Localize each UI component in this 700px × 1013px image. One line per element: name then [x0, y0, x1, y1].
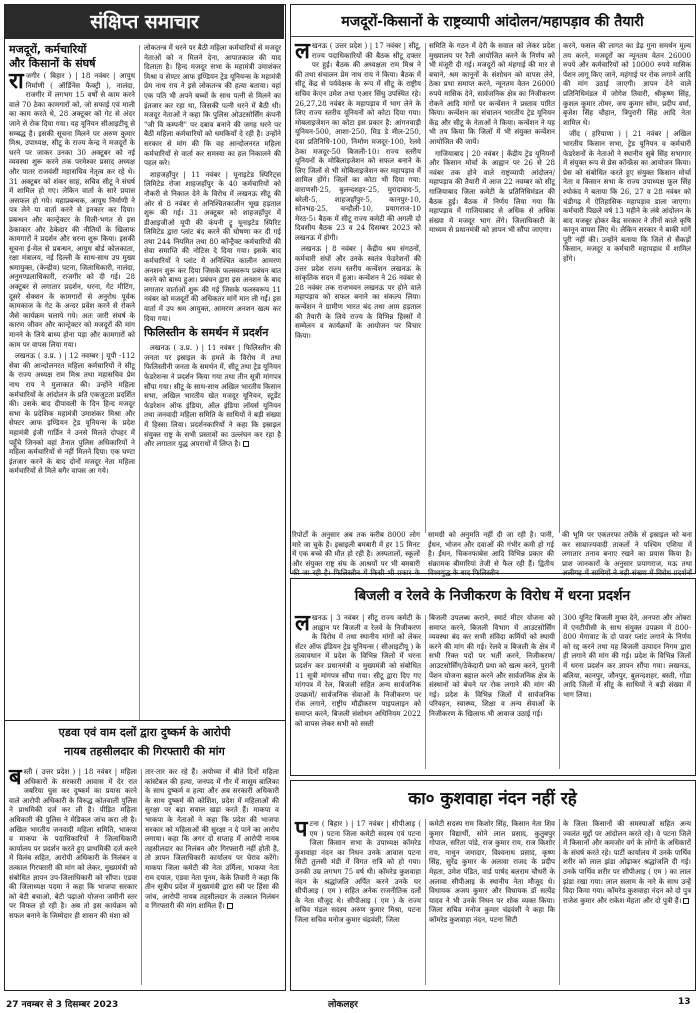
privatisation-headline: बिजली व रेलवे के निजीकरण के विरोध में धरना प्रदर्शन	[291, 581, 694, 611]
lead-col-3: करने, फसल की लागत का डेढ़ गुना समर्थन मूल्य तय करने, मजदूरों का न्यूनतम वेतन 26000 रुपये और कर्मचारियों को 10000 रुपये मासिक पेंशन लागू किए जाने, महंगाई पर रोक लगाने आदि की मांग उठाई जाएगी। ज्ञापन देने वाले प्रतिनिधिमंडल में जोगेश तिवारी, श्रीकृष्ण सिंह, कुशल कुमार तोमर, जय कुमार सोम, प्रदीप वर्मा, बृजेश सिंह चौहान, त्रिपुरारी सिंह आदि नेता शामिल थे। जींद ( हरियाणा ) | 21 नवंबर | अखिल भारतीय किसान सभा, ट्रेड यूनियन व कर्मचारी फेडरेशनों के नेताओं ने स्थानीय सुबे सिंह सभागार में संयुक्त रूप से प्रेस कॉन्फ्रेंस का आयोजन किया। प्रेस को संबोधित करते हुए संयुक्त किसान मोर्चा नेता व किसान सभा के राज्य उपाध्यक्ष फूल सिंह श्योकंद ने बताया कि 26, 27 व 28 नवंबर को चंडीगढ़ में ऐतिहासिक महापड़ाव डाला जाएगा। कर्मचारी पिछले वर्ष 13 महीने के लंबे आंदोलन के बाद मजबूर होकर केंद्र सरकार ने तीनों काले कृषि कानून वापस लिए थे। लेकिन सरकार ने बाकी मांगें पूरी नहीं की। उन्होंने बताया कि जिले से सैकड़ों किसान, मजदूर व कर्मचारी महापड़ाव में शामिल होंगे।	[563, 41, 691, 264]
aidwa-col-2: तार-तार कर रहे हैं। अयोध्या में बीते दिनों महिला कांस्टेबल की हत्या, जनपद में गौर में मासूम बालिका के साथ दुष्कर्म व हत्या और अब सरकारी अधिकारी के साथ दुष्कर्म की कोशिश, प्रदेश में महिलाओं की सुरक्षा पर बड़ा सवाल खड़ा करते हैं। माकपा व भाकपा के नेताओं ने कहा कि प्रदेश की भाजपा सरकार को महिलाओं की सुरक्षा न दे पाने का आरोप लगाया। कहा कि अगर दो सप्ताह में आरोपी नायब तहसीलदार का निलंबन और गिरफ्तारी नहीं होती है, तो ज्ञापन जिलाधिकारी कार्यालय पर घेराव करेंगे। माकपा जिला कमेटी की नेता उर्मिला, भाकपा नेता राम दयाल, एडवा नेता पूनम, केके तिवारी ने कहा कि तीन सूत्रीय प्रदेश में मुख्यमंत्री द्वारा स्त्री पर हिंसा की जांच, आरोपी नायब तहसीलदार के तत्काल निलंबन व गिरफ्तारी की मांग शामिल हैं।	[145, 767, 279, 911]
aidwa-tahsildar-story	[4, 720, 286, 991]
sub-headline: फिलिस्तीन के समर्थन में प्रदर्शन	[144, 326, 269, 340]
aidwa-col-1: बस्ती ( उत्तर प्रदेश ) | 18 नवंबर | महिला अधिकारों के सरकारी आवास में देर रात जबरिया घुस कर दुष्कर्म का प्रयास करने वाले आरोपी अधिकारी के विरुद्ध कोतवाली पुलिस ने प्राथमिकी दर्ज कर ली है। पीड़ित महिला अधिकारी की पुलिस ने मेडिकल जांच करा ली है। अखिल भारतीय जनवादी महिला समिति, भाकपा व माकपा के पदाधिकारियों ने जिलाधिकारी कार्यालय पर प्रदर्शन करते हुए प्राथमिकी दर्ज करने में विलंब सहित, आरोपी अधिकारी के निलंबन व तत्काल गिरफ्तारी की मांग को लेकर, मुख्यमंत्री को संबोधित ज्ञापन उप-जिलाधिकारी को सौंपा। एडवा की जिलाध्यक्ष पदमा ने कहा कि भाजपा सरकार को बेटी बचाओ, बेटी पढ़ाओ योजना जमीनी स्तर पर विफल हो रही है। अब तो इस कार्यक्रम को सफल बनाने के जिम्मेदार ही शासन की मंशा को	[9, 765, 137, 920]
obituary-headline: का० कुशवाहा नंदन नहीं रहे	[291, 785, 694, 813]
privatisation-story	[290, 578, 696, 776]
lead-continued-left: रिपोर्टों के अनुसार अब तक करीब 8000 लोग मारे जा चुके हैं। इस्राइली बमबारी में हर 15 मिनट में एक बच्चे की मौत हो रही है। अस्पतालों, स्कूलों और संयुक्त राष्ट्र संघ के आश्रयों पर भी बमबारी की जा रही है। फिलिस्तीन में किसी भी प्रकार के	[292, 530, 420, 578]
article-body-3: लोकतन्त्र में धरने पर बैठी महिला कर्मचारियों से मजदूर नेताओं को न मिलने देना, आपातकाल की याद दिलाता है। हिन्द मजदूर सभा के महामंत्री उमाशंकर मिश्रा व सेण्टर आफ इण्डियन ट्रेड यूनियन्स के महामंत्री प्रेम नाथ राय ने इसे लोकतन्त्र की हत्या बताया। वहां एक पति भी अपने बच्चों के साथ पत्नी से मिलने का इंतजार कर रहा था, जिसकी पत्नी धरने में बैठी थी। मजदूर नेताओं ने कहा कि पुलिस ओउटसोर्सिंग कंपनी "जी वि कम्पनी" पर दबाव बनाने की जगह धरने पर बैठी महिला कर्मचारियों को धमकियाँ दे रही है। उन्होंने सरकार से मांग की कि वह आन्दोलनरत महिला कर्मचारियों से वार्ता कर समस्या का हल निकालने की पहल करे।	[144, 43, 281, 168]
article-body-4: शाहजहाँपुर | 11 नवंबर | यूनाइटेड स्पिरिट्स लिमिटेड रोजा शाहजहाँपुर के 40 कर्मचारियों को नौकरी से निकाल देने के विरोध में लखनऊ सीटू की ओर से 8 नवंबर से अनिश्चितकालीन भूख हड़ताल शुरू की गई। 31 अक्टूबर को शाहजहाँपुर में डीआइजीओ यूपी की कंपनी ट्रू यूनाइटेड स्पिरिट लिमिटेड द्वारा प्लांट बंद करने की घोषणा कर दी गई तथा 244 नियमित तथा 80 कॉन्ट्रैक्ट कर्मचारियों की सेवा समाप्ति की नोटिस दे दिया गया। इसके बाद कर्मचारियों ने प्लांट में अनिश्चित कालीन आमरण अनशन शुरू कर दिया जिसके फलस्वरूप प्रबंधन बात करने को बाध्य हुआ। प्रबंधन द्वारा इस अनशन के बाद लगातार वार्ताओं शुरू की गई जिसके फलस्वरूप 11 नवंबर को मजदूरों की अधिकतर मांगें मान ली गईं। इस वार्ता में उप श्रम आयुक्त, आमरण अनशन खत्म कर दिया गया।	[144, 169, 281, 323]
dropcap: ब	[9, 765, 22, 790]
article-body: जगीर ( बिहार ) | 18 नवंबर | आयुध निर्माणी ( ऑर्डिनेंस फैक्ट्री ), नालंदा, राजगीर में लगभग 15 वर्षों से काम करने वाले 70 ठेका कामगारों को, जो सफाई एवं माली का काम करते थे, 28 अक्टूबर को गेट से अंदर जाने से रोक दिया गया। यह यूनियन सीआइटीयू से सम्बद्ध है। इसकी सूचना मिलने पर अरुण कुमार मिश्र, उपाध्यक्ष, सीटू के राज्य केन्द्र ने मजदूरों के धरने पर जाकर उनका 30 अक्टूबर को नई व्यवस्था शुरू करने तक परमेश्वर प्रसाद अध्यक्ष और पातर राजवंशी महासचिव नेतृत्व कर रहे थे। 31 अक्टूबर को शंकर साह, सचिव सीटू ने संघर्ष में शामिल हो गए। लेकिन वार्ता के सारे प्रयास असफल हो गये। महाप्रबन्धक, आयुध निर्माणी ने पत्र लेने या वार्ता करने से इनकार कर दिया। प्रबन्धन और कान्ट्रेक्टर के मिली-भगत से इस ठेकाकार और ठेकेदार की नीतियों के खिलाफ कामगारों ने प्रदर्शन और धरना शुरू किया। इसकी सूचना ई-मेल से प्रबन्धन, आयुध बोर्ड कोलकाता, रक्षा मंत्रालय, नई दिल्ली के साथ-साथ उप मुख्य श्रमायुक्त, (केन्द्रीय) पटना, जिलाधिकारी, नालंदा, अनुमण्डलाधिकारी, राजगीर को दी गई। 28 अक्टूबर से लगातार प्रदर्शन, धरना, गेट मीटिंग, दूसरे सेक्शन के कामगारों से अनुरोध पूर्वक कामकाज के गेट के अन्दर प्रवेश करने से रोकने जैसे कार्यक्रम चलाये गये। अतः जारी संघर्ष के कारण जीवन और कान्ट्रेक्टर को मजदूरों की मांग मानने के लिये बाध्य होना पड़ा और कामगारों को काम पर वापस लिया गया।	[9, 71, 135, 349]
article-body-5: लखनऊ ( उ.प्र. ) | 11 नवंबर | फिलिस्तीन की जनता पर इस्राइल के हमले के विरोध में तथा फिलिस्तीनी जनता के समर्थन में, सीटू तथा ट्रेड यूनियन फेडरेशन्स ने प्रदर्शन किया गया तथा तीन सूत्री मांगपत्र सौंपा गया। सीटू के साथ-साथ अखिल भारतीय किसान सभा, अखिल भारतीय खेत मजदूर यूनियन, स्टूडेंट फेडरेशन ऑफ इंडिया, ऑल इंडिया लॉयर्स यूनियन तथा जनवादी महिला समिति के साथियों ने बड़ी संख्या में हिस्सा लिया। प्रदर्शनकारियों ने कहा कि इस्राइल संयुक्त राष्ट्र के सभी प्रस्तावों का उल्लंघन कर रहा है और लगातार युद्ध अपराधों में लिप्त है।	[144, 343, 281, 449]
lead-continued-mid: सामग्री को अनुमति नहीं दी जा रही है। पानी, ईंधन, भोजन और दवाओं की गंभीर कमी हो गई है। ईंधन, चिकनफाबेस आदि विभिन्न प्रकार की संक्रामक बीमारियां तेजी से फैल रही हैं। द्वितीय विश्वयुद्ध के बाद फिलिस्तीन	[428, 530, 554, 578]
dropcap: प	[295, 817, 308, 842]
page-footer	[0, 995, 700, 1013]
issue-date: 27 नवम्बर से 3 दिसम्बर 2023	[6, 1000, 119, 1010]
dropcap: ल	[295, 39, 310, 64]
article-body-2: लखनऊ ( उ.प्र. ) | 12 नवम्बर | यूपी -112 सेवा की आन्दोलनरत महिला कर्मचारियों ने सीटू के राज्य अध्यक्ष राम मिश्र तथा महासचिव प्रेम नाथ राय ने मुलाकात की। उन्होंने महिला कर्मचारियों के आंदोलन के प्रति एकजुटता प्रदर्शित की। उसके बाद दीपावली के दिन हिन्द मजदूर सभा के प्रदेशिक महामंत्री उमाशंकर मिश्रा और सेफ्टर आफ इण्डियन ट्रेड यूनियन्स के प्रदेश महामंत्री इंजी गार्डिन ने उनसे मिलते दोपहर में पहुँचे जिनको वहां तैनात पुलिस अधिकारियों ने महिला कर्मचारियों से नहीं मिलने दिया। एक घण्टा इंतजार करने के बाद दोनों मजदूर नेता महिला कर्मचारियों से मिले बगैर वापस आ गये।	[9, 351, 135, 476]
lead-headline: मजदूरों-किसानों के राष्ट्रव्यापी आंदोलन/महापड़ाव की तैयारी	[291, 7, 694, 37]
privatisation-col-3: 300 यूनिट बिजली मुफ्त देने, अनपरा और ओबरा में एनटीपीसी के साथ संयुक्त उपक्रम में 800-800 मेगावाट के दो पावर प्लांट लगाने के निर्णय को रद्द करने तथा यह बिजली उत्पादन निगम द्वारा ही लगाने की मांग की गई। प्रदेश के विभिन्न जिलों में धरना प्रदर्शन कर ज्ञापन सौंपा गया। लखनऊ, बलिया, कानपुर, जौनपुर, बुलन्दशहर, बस्ती, गोंडा आदि जिलों में सीटू के साथियों ने बड़ी संख्या में भाग लिया।	[563, 613, 691, 699]
aidwa-headline: एडवा एवं वाम दलों द्वारा दुष्कर्म के आरोपी नायब तहसीलदार की गिरफ्तारी की मांग	[5, 723, 284, 763]
obituary-story	[290, 780, 696, 991]
sidebar-title: संक्षिप्त समाचार	[5, 5, 284, 39]
lead-col-2: समिति के गठन में देरी के सवाल को लेकर प्रदेश मुख्यालय पर रैली आयोजित करने के निर्णय को भी मंजूरी दी गई। मजदूरों को मंहगाई की मार से बचाने, श्रम कानूनों के संशोधन को वापस लेने, ठेका प्रथा समाप्त करने, न्यूनतम वेतन 26000 रुपये मासिक देने, सार्वजनिक क्षेत्र का निजीकरण रोकने आदि मांगों पर कन्वेंशन ने प्रस्ताव पारित किया। कन्वेंशन का संचालन भारतीय ट्रेड यूनियन केंद्र और सीटू के नेताओं ने किया। कन्वेंशन ने यह भी तय किया कि जिलों में भी संयुक्त कन्वेंशन आयोजित की जायें। गाजियाबाद | 20 नवंबर | केंद्रीय ट्रेड यूनियनों और किसान मोर्चा के आह्वान पर 26 से 28 नवंबर तक होने वाले राष्ट्रव्यापी आंदोलन/महापड़ाव की तैयारी में आज 22 नवम्बर को सीटू गाजियाबाद जिला कमेटी के प्रतिनिधिमंडल की बैठक हुई। बैठक में निर्णय लिया गया कि महापड़ाव में गाजियाबाद से अधिक से अधिक संख्या में मजदूर भाग लेंगे। जिलाधिकारी के माध्यम से प्रधानमंत्री को ज्ञापन भी सौंपा जाएगा।	[429, 41, 555, 235]
end-mark-icon	[243, 441, 249, 447]
end-mark-icon	[227, 903, 233, 909]
article-headline: मजदूरों, कर्मचारियों और किसानों के संघर्ष	[9, 43, 96, 70]
obituary-col-2: कमेटी सदस्य राम किशोर सिंह, किसान नेता शिव कुमार विद्यार्थी, सोने लाल प्रसाद, कुतुबपुर गोपाल, सरिता पांडे, राज कुमार राय, राज किशोर राय, नाथुन जमादार, विश्वनाथ प्रसाद, कृष्ण सिंह, सुरेंद्र कुमार के अलावा राजद के प्रदीप मेहता, उमेश पंडित, वार्ड पार्षद बलराम चौधरी के अलावा सीपीआइ के स्थानीय नेता मौजूद थे। विधायक अजय कुमार और विधायक डॉ सत्येंद्र यादव ने भी उनके निधन पर शोक व्यक्त किया। जिला सचिव मनोज कुमार चंद्रवंशी ने कहा कि कॉमरेड कुशवाहा नंदन, पटना सिटी	[429, 819, 555, 924]
dropcap: रा	[9, 69, 24, 94]
lead-story	[290, 4, 696, 578]
dropcap: ल	[295, 611, 310, 636]
lead-continued-right: की भूमि पर एकतरफा तरीके से इस्राइल को बना कर साम्राज्यवादी ताकतों ने पश्चिम एशिया में लगातार तनाव बनाए रखने का प्रयास किया है। प्राश जानकारों के अनुसार प्रयागराज, मऊ तथा अलीगढ़ में साथियों ने बड़ी संख्या में विरोध प्रदर्शनों	[562, 530, 692, 578]
obituary-col-3: के जिला किसानों की समस्याओं सहित अन्य ज्वलंत मुद्दों पर आंदोलन करते रहे। वे पटना जिले में किसानों और कमजोर वर्ग के लोगों के अधिकारों के संघर्ष करते रहे। पार्टी कार्यालय में उनके पार्थिव शरीर को लाल झंडा ओढ़ाकर श्रद्धांजलि दी गई। उनके पार्थिव शरीर पर सीपीआइ ( एम ) का लाल झंडा रखा गया। लाल सलाम के नारे के साथ उन्हें विदा किया गया। कॉमरेड कुशवाहा नंदन को दो पुत्र राजेश कुमार और राकेश मेहता और दो पुत्री हैं।	[563, 819, 691, 905]
obituary-col-1: पटना ( बिहार ) | 17 नवंबर | सीपीआइ ( एम ) पटना जिला कमेटी सदस्य एवं पटना जिला किसान सभा के उपाध्यक्ष कॉमरेड कुशवाहा नंदन का निधन उनके आवास पटना सिटी तुलसी मंडी में विगत रात्रि को हो गया। उनकी उम्र लगभग 75 वर्ष थी। कॉमरेड कुशवाहा नंदन के श्रद्धांजलि अर्पित करने उनके घर सीपीआइ ( एम ) सहित अनेक राजनीतिक दलों के नेता मौजूद थे। सीपीआइ ( एम ) के राज्य सचिव मंडल सदस्य अरुण कुमार मिश्रा, पटना जिला सचिव मनोज कुमार चंद्रवंशी, जिला	[295, 817, 421, 924]
page-number: 13	[678, 997, 691, 1007]
end-mark-icon	[683, 898, 689, 904]
newspaper-name: लोकलहर	[328, 1000, 358, 1010]
lead-col-1: लखनऊ ( उत्तर प्रदेश ) | 17 नवंबर | सीटू, राज्य पदाधिकारियों की बैठक सीटू दफ्तर पर हुई। बैठक की अध्यक्षता राम मिश्र ने की तथा संचालन प्रेम नाथ राय ने किया। बैठक में सीटू केंद्र से पर्यवेक्षक के रूप में सीटू के राष्ट्रीय सचिव केएन उमेश तथा एआर सिंधु उपस्थित रहे। 26,27,28 नवंबर के महापड़ाव में भाग लेने के लिए राज्य स्तरीय यूनियनों को कोटा दिया गया। मोबलाइजेशन का कोटा इस प्रकार है: आंगनवाड़ी यूनियन-500, आशा-250, मिड डे मील-250, दवा प्रतिनिधि-100, निर्माण मजदूर-100, रेलवे ठेका मजदूर-50 बिजली-10। राज्य स्तरीय यूनियनों के मोबिलाइजेशन को सफल बनाने के लिए जिलों से भी मोबिलाइजेशन कर महापड़ाव में शामिल होंगे। जिलों का कोटा भी दिया गया: वाराणसी-25, बुलन्दशहर-25, मुरादाबाद-5, बरेली-5, शाहजहाँपुर-5, कानपुर-10, सोनभद्र-25, चन्दौली-10, प्रयागराज-10 मेरठ-5। बैठक में सीटू राज्य कमेटी की अगली दो दिवसीय बैठक 23 व 24 दिसम्बर 2023 को लखनऊ में होगी। लखनऊ | 8 नवंबर | केंद्रीय श्रम संगठनों, कर्मचारी संघों और उनके स्वतंत्र फेडरेशनों की उत्तर प्रदेश राज्य स्तरीय कन्वेंशन लखनऊ के सांकृतिक सदन में हुआ। कन्वेंशन ने 26 नवंबर से 28 नवंबर तक राजभवन लखनऊ पर होने वाले महापड़ाव को सफल बनाने का संकल्प लिया। कन्वेंशन ने ग्रामीण भारत बंद तथा आम हड़ताल की तैयारी के लिये राज्य के विभिन्न हिस्सों में सम्मेलन व कार्यक्रमों के आयोजन पर विचार किया।	[295, 39, 421, 340]
privatisation-col-2: बिजली उपलब्ध कराने, स्मार्ट मीटर योजना को समाप्त करने, बिजली विभाग में आउटसोर्सिंग व्यवस्था बंद कर सभी संविदा कर्मियों को स्थायी करने की मांग की गई। रेलवे व बिजली के क्षेत्र में सभी रिक्त पदों पर भर्ती करने, निजीकरण/आउटसोर्सिंग/ठेकेदारी प्रथा को खत्म करने, पुरानी पेंशन योजना बहाल करने और सार्वजनिक क्षेत्र के संस्थानों को बेचने पर रोक लगाने की मांग की गई। प्रदेश के विभिन्न जिलों में सार्वजनिक परिवहन, स्वास्थ्य, शिक्षा व अन्य सेवाओं के निजीकरण के खिलाफ भी आवाज उठाई गई।	[429, 613, 555, 718]
privatisation-col-1: लखनऊ | 3 नवंबर | सीटू राज्य कमेटी के आह्वान पर बिजली व रेलवे के निजीकरण के विरोध में तथा स्थानीय मांगों को लेकर सेंटर ऑफ इंडियन ट्रेड यूनियन्स ( सीआइटीयू ) के तत्वावधान में प्रदेश के विभिन्न जिलों में धरना प्रदर्शन कर प्रधानमंत्री व मुख्यमंत्री को संबोधित 11 सूत्री मांगपत्र सौंपा गया। सीटू द्वारा दिए गए मांगपत्र में रेल, बिजली सहित अन्य सार्वजनिक उपक्रमों/ सार्वजनिक सेवाओं के निजीकरण पर रोक लगाने, राष्ट्रीय मौद्रीकरण पाइपलाइन को समाप्त करने, बिजली संशोधन अधिनियम 2022 को वापस लेकर सभी को सस्ती	[295, 611, 421, 728]
